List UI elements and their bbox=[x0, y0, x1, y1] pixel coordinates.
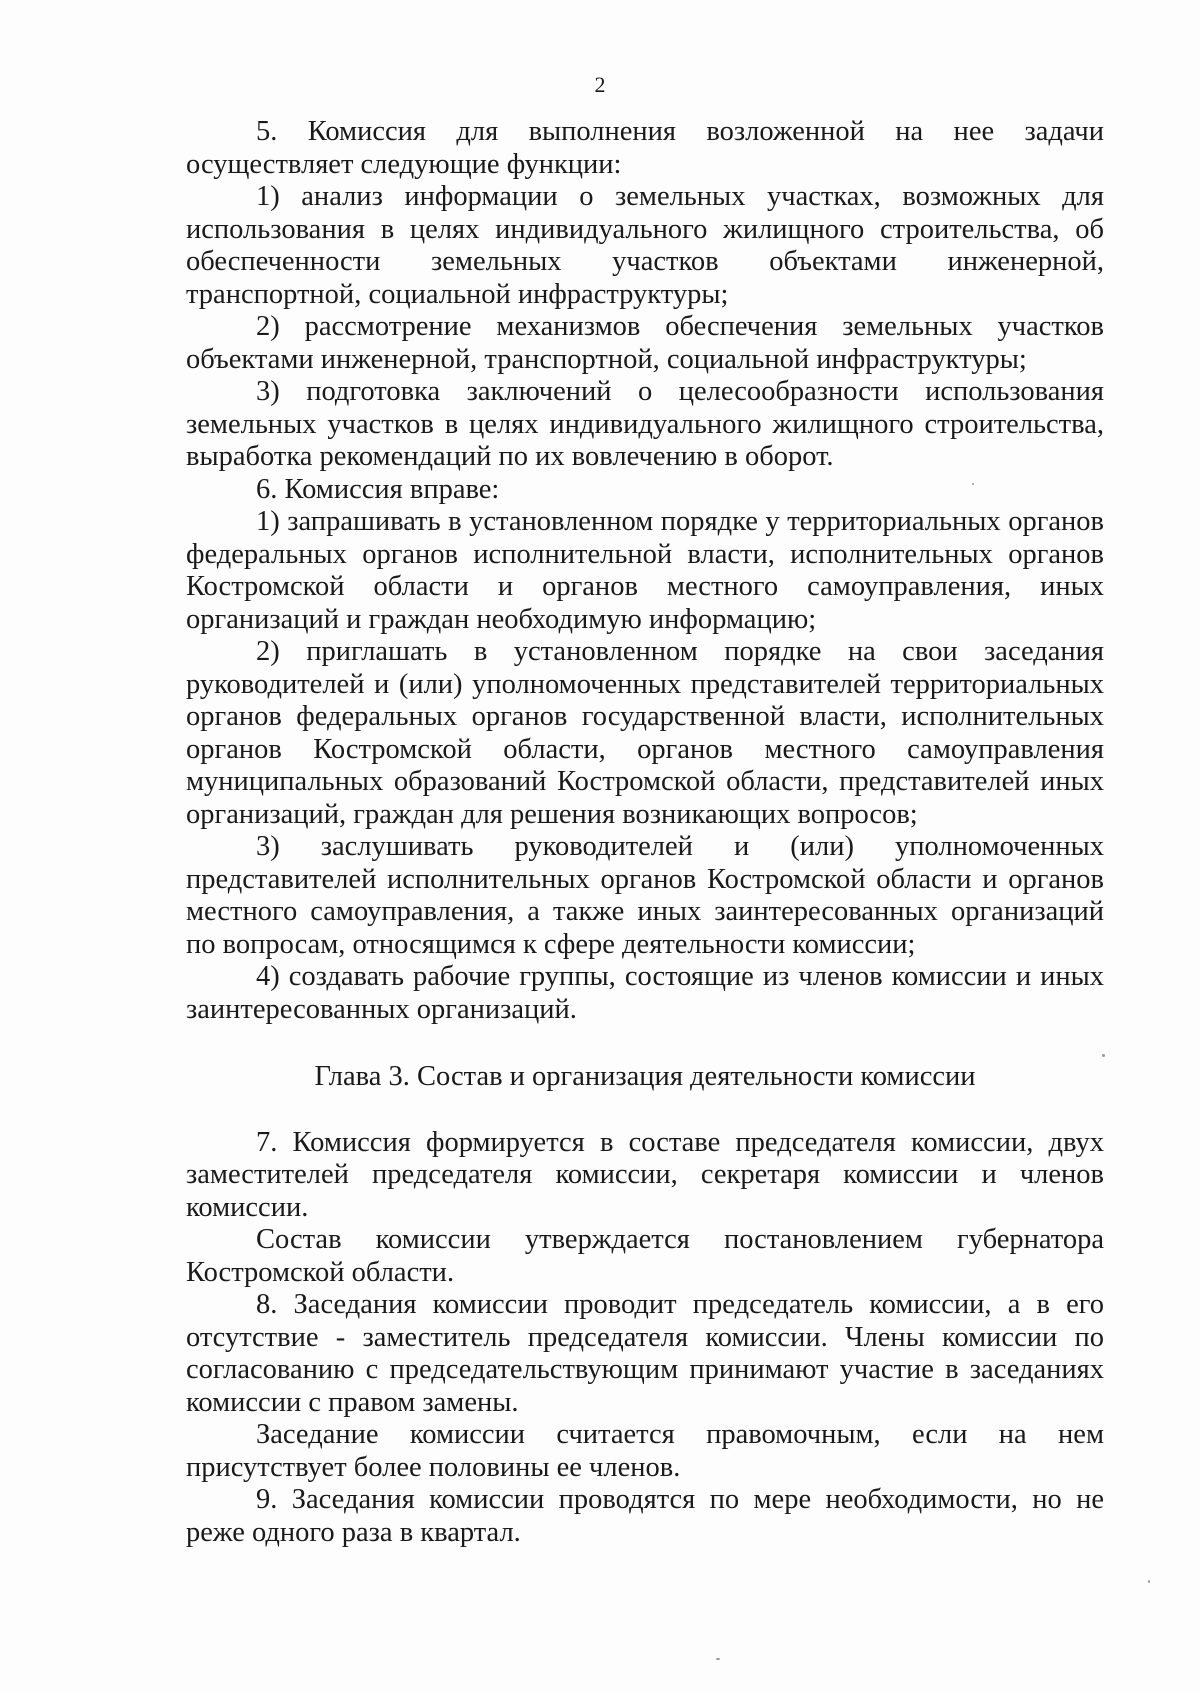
paragraph-7-composition: Состав комиссии утверждается постановлением губернатора Костромской области. bbox=[186, 1224, 1104, 1288]
paragraph-6-item-3: 3) заслушивать руководителей и (или) уполномоченных представителей исполнительных органов Костромской области и органов местного самоуправления, а также иных заинтересованных организаций по вопросам, относящимся к сфере деятельности комиссии; bbox=[186, 831, 1104, 960]
paragraph-7: 7. Комиссия формируется в составе председателя комиссии, двух заместителей председателя комиссии, секретаря комиссии и членов комиссии. bbox=[186, 1126, 1104, 1223]
paragraph-5-item-2: 2) рассмотрение механизмов обеспечения земельных участков объектами инженерной, транспортной, социальной инфраструктуры; bbox=[186, 311, 1104, 375]
page-number: 2 bbox=[594, 72, 606, 97]
document-body bbox=[186, 116, 1104, 1549]
paragraph-5-item-3: 3) подготовка заключений о целесообразности использования земельных участков в целях индивидуального жилищного строительства, выработка рекомендаций по их вовлечению в оборот. bbox=[186, 376, 1104, 472]
paragraph-8: 8. Заседания комиссии проводит председатель комиссии, а в его отсутствие - заместитель председателя комиссии. Члены комиссии по согласованию с председательствующим принимают участие в заседаниях комиссии с правом замены. bbox=[186, 1289, 1104, 1418]
scan-speck bbox=[972, 483, 974, 485]
scan-speck bbox=[716, 1658, 720, 1660]
paragraph-9: 9. Заседания комиссии проводятся по мере необходимости, но не реже одного раза в квартал. bbox=[186, 1484, 1104, 1548]
chapter-heading: Глава 3. Состав и организация деятельности комиссии bbox=[314, 1061, 976, 1092]
paragraph-6-item-1: 1) запрашивать в установленном порядке у территориальных органов федеральных органов исполнительной власти, исполнительных органов Костромской области и органов местного самоуправления, иных организаций и граждан необходимую информацию; bbox=[186, 506, 1104, 635]
paragraph-5: 5. Комиссия для выполнения возложенной на нее задачи осуществляет следующие функции: bbox=[186, 116, 1104, 180]
paragraph-6: 6. Комиссия вправе: bbox=[256, 473, 500, 505]
scan-speck bbox=[1148, 1580, 1150, 1583]
paragraph-6-item-4: 4) создавать рабочие группы, состоящие из членов комиссии и иных заинтересованных организаций. bbox=[186, 961, 1104, 1025]
paragraph-8-quorum: Заседание комиссии считается правомочным, если на нем присутствует более половины ее членов. bbox=[186, 1419, 1104, 1483]
paragraph-6-item-2: 2) приглашать в установленном порядке на свои заседания руководителей и (или) уполномоченных представителей территориальных органов федеральных органов государственной власти, исполнительных органов Костромской области, органов местного самоуправления муниципальных образований Костромской области, представителей иных организаций, граждан для решения возникающих вопросов; bbox=[186, 636, 1104, 830]
scan-speck bbox=[1102, 1054, 1105, 1057]
paragraph-5-item-1: 1) анализ информации о земельных участках, возможных для использования в целях индивидуального жилищного строительства, об обеспеченности земельных участков объектами инженерной, транспортной, социальной инфраструктуры; bbox=[186, 181, 1104, 310]
